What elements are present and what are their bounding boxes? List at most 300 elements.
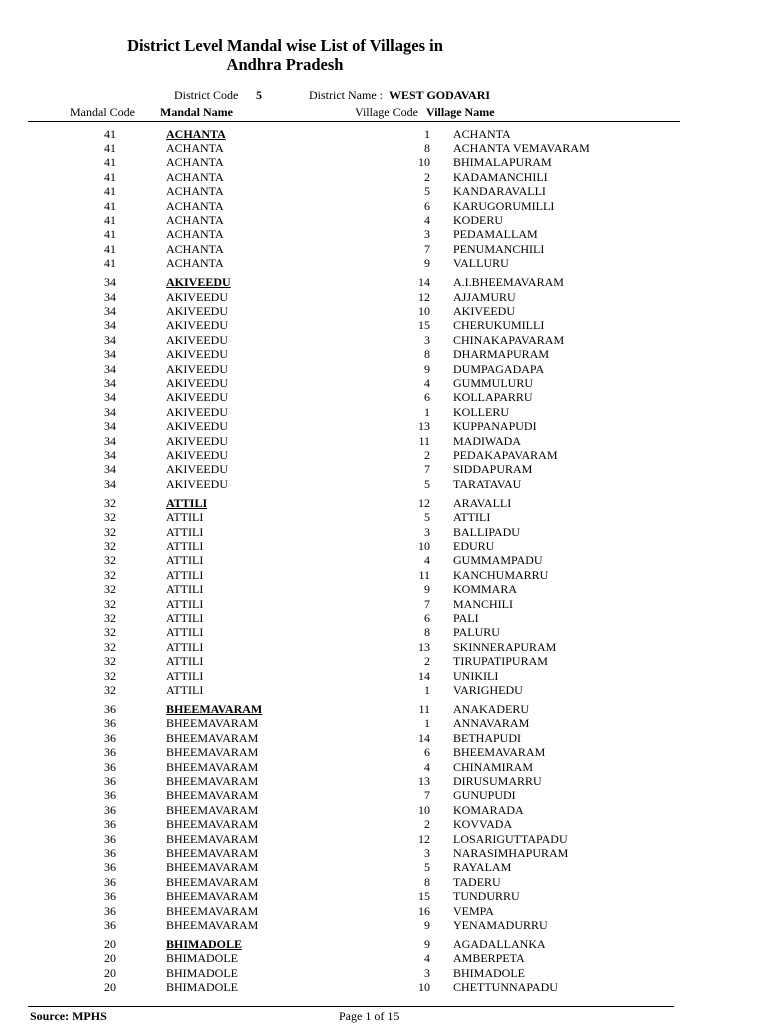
mandal-name-cell: AKIVEEDU	[166, 375, 228, 390]
village-name-cell: ACHANTA VEMAVARAM	[453, 140, 590, 155]
mandal-name-cell: ACHANTA	[166, 184, 224, 199]
mandal-code-cell: 41	[104, 198, 116, 213]
village-name-cell: AJJAMURU	[453, 289, 516, 304]
table-row	[0, 477, 768, 491]
table-row	[0, 290, 768, 304]
village-name-cell: MADIWADA	[453, 433, 521, 448]
mandal-code-cell: 36	[104, 701, 116, 716]
mandal-name-cell: ATTILI	[166, 510, 204, 525]
mandal-code-cell: 32	[104, 682, 116, 697]
mandal-name-cell: ATTILI	[166, 668, 204, 683]
mandal-name-cell: BHEEMAVARAM	[166, 773, 259, 788]
village-name-cell: TADERU	[453, 874, 501, 889]
village-name-cell: AKIVEEDU	[453, 303, 515, 318]
mandal-code-cell: 41	[104, 169, 116, 184]
village-name-cell: DHARMAPURAM	[453, 347, 550, 362]
table-row	[0, 184, 768, 198]
mandal-name-cell: BHIMADOLE	[166, 951, 238, 966]
table-row	[0, 683, 768, 697]
table-row	[0, 553, 768, 567]
table-row	[0, 462, 768, 476]
mandal-group-heading: ACHANTA	[166, 126, 226, 141]
mandal-name-cell: AKIVEEDU	[166, 404, 228, 419]
mandal-name-cell: BHEEMAVARAM	[166, 889, 259, 904]
village-code-cell: 1	[424, 126, 430, 141]
village-name-cell: SKINNERAPURAM	[453, 639, 557, 654]
mandal-name-cell: ATTILI	[166, 582, 204, 597]
mandal-name-cell: ACHANTA	[166, 212, 224, 227]
table-row	[0, 448, 768, 462]
mandal-code-cell: 34	[104, 318, 116, 333]
village-name-cell: PEDAKAPAVARAM	[453, 447, 558, 462]
village-code-cell: 15	[418, 889, 430, 904]
village-name-cell: YENAMADURRU	[453, 917, 548, 932]
mandal-code-cell: 32	[104, 654, 116, 669]
village-name-cell: DIRUSUMARRU	[453, 773, 542, 788]
village-code-cell: 9	[424, 917, 430, 932]
village-code-cell: 11	[418, 701, 430, 716]
mandal-code-cell: 41	[104, 256, 116, 271]
mandal-name-cell: ACHANTA	[166, 140, 224, 155]
table-row	[0, 434, 768, 448]
mandal-code-cell: 34	[104, 289, 116, 304]
mandal-name-cell: BHEEMAVARAM	[166, 788, 259, 803]
village-name-cell: KANDARAVALLI	[453, 184, 546, 199]
village-name-cell: DUMPAGADAPA	[453, 361, 545, 376]
table-row	[0, 904, 768, 918]
mandal-code-cell: 32	[104, 510, 116, 525]
village-code-cell: 14	[418, 730, 430, 745]
table-row	[0, 275, 768, 289]
mandal-code-cell: 41	[104, 126, 116, 141]
table-row	[0, 774, 768, 788]
mandal-name-cell: BHIMADOLE	[166, 980, 238, 995]
village-name-cell: PEDAMALLAM	[453, 227, 538, 242]
village-name-cell: BETHAPUDI	[453, 730, 521, 745]
village-code-cell: 9	[424, 582, 430, 597]
mandal-code-cell: 34	[104, 347, 116, 362]
table-row	[0, 304, 768, 318]
village-name-cell: LOSARIGUTTAPADU	[453, 831, 568, 846]
village-name-cell: AMBERPETA	[453, 951, 525, 966]
mandal-code-cell: 32	[104, 524, 116, 539]
village-name-cell: ACHANTA	[453, 126, 511, 141]
table-row	[0, 155, 768, 169]
village-code-cell: 6	[424, 610, 430, 625]
mandal-code-cell: 34	[104, 303, 116, 318]
table-row	[0, 788, 768, 802]
village-name-cell: BHEEMAVARAM	[453, 745, 546, 760]
village-name-cell: KOLLAPARRU	[453, 390, 533, 405]
village-code-cell: 3	[424, 332, 430, 347]
table-row	[0, 127, 768, 141]
footer-rule	[28, 1006, 674, 1007]
mandal-name-cell: AKIVEEDU	[166, 476, 228, 491]
mandal-code-cell: 34	[104, 476, 116, 491]
village-code-cell: 8	[424, 874, 430, 889]
mandal-name-cell: BHEEMAVARAM	[166, 759, 259, 774]
column-header-mandal-name: Mandal Name	[160, 105, 233, 119]
table-row	[0, 817, 768, 831]
table-row	[0, 966, 768, 980]
village-code-cell: 2	[424, 447, 430, 462]
mandal-name-cell: ACHANTA	[166, 169, 224, 184]
mandal-name-cell: ATTILI	[166, 596, 204, 611]
district-code-value: 5	[256, 88, 262, 102]
village-name-cell: BALLIPADU	[453, 524, 520, 539]
table-row	[0, 213, 768, 227]
mandal-code-cell: 34	[104, 361, 116, 376]
village-code-cell: 3	[424, 965, 430, 980]
table-row	[0, 597, 768, 611]
village-code-cell: 4	[424, 375, 430, 390]
mandal-code-cell: 32	[104, 639, 116, 654]
village-code-cell: 6	[424, 198, 430, 213]
mandal-group-heading: BHIMADOLE	[166, 936, 243, 951]
mandal-name-cell: AKIVEEDU	[166, 390, 228, 405]
mandal-code-cell: 36	[104, 874, 116, 889]
village-code-cell: 1	[424, 716, 430, 731]
village-code-cell: 14	[418, 275, 430, 290]
mandal-code-cell: 41	[104, 212, 116, 227]
village-code-cell: 5	[424, 510, 430, 525]
mandal-name-cell: ATTILI	[166, 553, 204, 568]
table-row	[0, 875, 768, 889]
village-code-cell: 11	[418, 567, 430, 582]
table-row	[0, 405, 768, 419]
header-rule	[28, 121, 680, 122]
mandal-name-cell: BHEEMAVARAM	[166, 730, 259, 745]
mandal-name-cell: ATTILI	[166, 639, 204, 654]
table-row	[0, 525, 768, 539]
mandal-code-cell: 32	[104, 610, 116, 625]
village-code-cell: 13	[418, 773, 430, 788]
village-name-cell: PENUMANCHILI	[453, 241, 545, 256]
table-row	[0, 390, 768, 404]
district-name-value: WEST GODAVARI	[389, 88, 491, 102]
village-code-cell: 1	[424, 682, 430, 697]
village-code-cell: 7	[424, 462, 430, 477]
village-code-cell: 7	[424, 596, 430, 611]
table-row	[0, 731, 768, 745]
mandal-name-cell: AKIVEEDU	[166, 303, 228, 318]
village-name-cell: RAYALAM	[453, 860, 512, 875]
village-name-cell: SIDDAPURAM	[453, 462, 533, 477]
table-row	[0, 745, 768, 759]
village-code-cell: 5	[424, 184, 430, 199]
mandal-code-cell: 34	[104, 419, 116, 434]
footer-page-number: Page 1 of 15	[339, 1009, 400, 1023]
village-code-cell: 4	[424, 759, 430, 774]
village-code-cell: 15	[418, 318, 430, 333]
village-code-cell: 5	[424, 860, 430, 875]
village-name-cell: TIRUPATIPURAM	[453, 654, 548, 669]
mandal-name-cell: BHEEMAVARAM	[166, 745, 259, 760]
table-row	[0, 510, 768, 524]
mandal-code-cell: 34	[104, 462, 116, 477]
table-row	[0, 669, 768, 683]
mandal-code-cell: 20	[104, 936, 116, 951]
column-header-mandal-code: Mandal Code	[70, 105, 135, 119]
mandal-name-cell: BHEEMAVARAM	[166, 917, 259, 932]
table-row	[0, 937, 768, 951]
mandal-name-cell: ATTILI	[166, 625, 204, 640]
district-name-label: District Name :	[309, 88, 383, 102]
mandal-name-cell: ACHANTA	[166, 227, 224, 242]
village-code-cell: 2	[424, 169, 430, 184]
village-name-cell: GUMMAMPADU	[453, 553, 543, 568]
village-name-cell: TUNDURRU	[453, 889, 520, 904]
mandal-code-cell: 32	[104, 495, 116, 510]
village-code-cell: 2	[424, 654, 430, 669]
table-row	[0, 654, 768, 668]
table-row	[0, 889, 768, 903]
mandal-name-cell: ATTILI	[166, 538, 204, 553]
village-code-cell: 3	[424, 845, 430, 860]
village-code-cell: 3	[424, 524, 430, 539]
mandal-code-cell: 34	[104, 433, 116, 448]
mandal-code-cell: 36	[104, 831, 116, 846]
table-row	[0, 419, 768, 433]
mandal-code-cell: 34	[104, 375, 116, 390]
village-name-cell: VALLURU	[453, 256, 509, 271]
village-name-cell: CHINAMIRAM	[453, 759, 534, 774]
mandal-name-cell: AKIVEEDU	[166, 433, 228, 448]
mandal-name-cell: AKIVEEDU	[166, 361, 228, 376]
mandal-group-heading: AKIVEEDU	[166, 275, 231, 290]
village-name-cell: KADAMANCHILI	[453, 169, 548, 184]
table-row	[0, 141, 768, 155]
mandal-code-cell: 32	[104, 538, 116, 553]
village-name-cell: EDURU	[453, 538, 495, 553]
mandal-code-cell: 36	[104, 716, 116, 731]
table-row	[0, 539, 768, 553]
mandal-name-cell: AKIVEEDU	[166, 462, 228, 477]
village-name-cell: KOMARADA	[453, 802, 524, 817]
document-title-line-2: Andhra Pradesh	[226, 55, 344, 74]
mandal-code-cell: 32	[104, 668, 116, 683]
table-row	[0, 582, 768, 596]
mandal-name-cell: ACHANTA	[166, 241, 224, 256]
mandal-name-cell: BHEEMAVARAM	[166, 860, 259, 875]
mandal-name-cell: ATTILI	[166, 524, 204, 539]
table-row	[0, 625, 768, 639]
village-name-cell: UNIKILI	[453, 668, 499, 683]
district-code-label: District Code	[174, 88, 239, 102]
mandal-code-cell: 36	[104, 730, 116, 745]
village-name-cell: MANCHILI	[453, 596, 513, 611]
mandal-name-cell: ATTILI	[166, 567, 204, 582]
table-row	[0, 832, 768, 846]
mandal-code-cell: 34	[104, 275, 116, 290]
village-name-cell: ANAKADERU	[453, 701, 529, 716]
village-code-cell: 6	[424, 745, 430, 760]
table-row	[0, 256, 768, 270]
village-code-cell: 10	[418, 802, 430, 817]
village-name-cell: KUPPANAPUDI	[453, 419, 537, 434]
mandal-code-cell: 36	[104, 745, 116, 760]
footer-source: Source: MPHS	[30, 1009, 107, 1023]
village-code-cell: 14	[418, 668, 430, 683]
table-row	[0, 333, 768, 347]
mandal-name-cell: ATTILI	[166, 610, 204, 625]
mandal-code-cell: 32	[104, 553, 116, 568]
mandal-code-cell: 41	[104, 184, 116, 199]
mandal-code-cell: 36	[104, 860, 116, 875]
village-code-cell: 4	[424, 553, 430, 568]
table-row	[0, 803, 768, 817]
village-code-cell: 12	[418, 831, 430, 846]
mandal-code-cell: 41	[104, 227, 116, 242]
village-name-cell: CHINAKAPAVARAM	[453, 332, 565, 347]
mandal-name-cell: BHEEMAVARAM	[166, 845, 259, 860]
table-row	[0, 568, 768, 582]
village-code-cell: 16	[418, 903, 430, 918]
mandal-code-cell: 36	[104, 773, 116, 788]
table-row	[0, 611, 768, 625]
mandal-name-cell: ACHANTA	[166, 256, 224, 271]
mandal-name-cell: BHEEMAVARAM	[166, 802, 259, 817]
table-row	[0, 716, 768, 730]
village-name-cell: CHETTUNNAPADU	[453, 980, 558, 995]
village-name-cell: AGADALLANKA	[453, 936, 546, 951]
table-row	[0, 376, 768, 390]
village-code-cell: 10	[418, 980, 430, 995]
mandal-code-cell: 20	[104, 965, 116, 980]
mandal-code-cell: 32	[104, 582, 116, 597]
village-name-cell: A.I.BHEEMAVARAM	[453, 275, 564, 290]
table-row	[0, 980, 768, 994]
mandal-code-cell: 36	[104, 889, 116, 904]
mandal-code-cell: 36	[104, 759, 116, 774]
mandal-code-cell: 36	[104, 903, 116, 918]
mandal-group-heading: BHEEMAVARAM	[166, 701, 263, 716]
mandal-name-cell: AKIVEEDU	[166, 332, 228, 347]
village-code-cell: 1	[424, 404, 430, 419]
village-name-cell: KODERU	[453, 212, 503, 227]
table-row	[0, 362, 768, 376]
village-code-cell: 10	[418, 155, 430, 170]
mandal-name-cell: AKIVEEDU	[166, 419, 228, 434]
column-header-village-name: Village Name	[426, 105, 495, 119]
village-code-cell: 13	[418, 419, 430, 434]
mandal-name-cell: AKIVEEDU	[166, 447, 228, 462]
village-name-cell: GUNUPUDI	[453, 788, 516, 803]
table-row	[0, 242, 768, 256]
village-name-cell: BHIMALAPURAM	[453, 155, 552, 170]
village-name-cell: PALURU	[453, 625, 500, 640]
mandal-name-cell: BHEEMAVARAM	[166, 874, 259, 889]
village-code-cell: 7	[424, 241, 430, 256]
mandal-code-cell: 36	[104, 845, 116, 860]
mandal-name-cell: AKIVEEDU	[166, 289, 228, 304]
village-code-cell: 5	[424, 476, 430, 491]
mandal-name-cell: AKIVEEDU	[166, 347, 228, 362]
table-row	[0, 702, 768, 716]
mandal-name-cell: BHEEMAVARAM	[166, 831, 259, 846]
village-code-cell: 12	[418, 289, 430, 304]
village-name-cell: ATTILI	[453, 510, 491, 525]
village-name-cell: ANNAVARAM	[453, 716, 530, 731]
village-code-cell: 9	[424, 256, 430, 271]
village-name-cell: KOMMARA	[453, 582, 518, 597]
village-code-cell: 10	[418, 538, 430, 553]
village-code-cell: 10	[418, 303, 430, 318]
mandal-name-cell: BHEEMAVARAM	[166, 903, 259, 918]
mandal-code-cell: 36	[104, 788, 116, 803]
mandal-name-cell: AKIVEEDU	[166, 318, 228, 333]
village-name-cell: BHIMADOLE	[453, 965, 525, 980]
table-row	[0, 318, 768, 332]
village-code-cell: 11	[418, 433, 430, 448]
village-code-cell: 4	[424, 212, 430, 227]
village-code-cell: 6	[424, 390, 430, 405]
mandal-code-cell: 32	[104, 567, 116, 582]
mandal-code-cell: 41	[104, 155, 116, 170]
village-code-cell: 7	[424, 788, 430, 803]
village-name-cell: TARATAVAU	[453, 476, 522, 491]
table-row	[0, 951, 768, 965]
mandal-name-cell: BHIMADOLE	[166, 965, 238, 980]
village-name-cell: KARUGORUMILLI	[453, 198, 555, 213]
mandal-code-cell: 34	[104, 404, 116, 419]
village-name-cell: NARASIMHAPURAM	[453, 845, 569, 860]
table-row	[0, 846, 768, 860]
mandal-name-cell: BHEEMAVARAM	[166, 716, 259, 731]
mandal-code-cell: 41	[104, 241, 116, 256]
mandal-code-cell: 20	[104, 980, 116, 995]
village-code-cell: 9	[424, 361, 430, 376]
mandal-code-cell: 20	[104, 951, 116, 966]
village-code-cell: 3	[424, 227, 430, 242]
village-code-cell: 8	[424, 347, 430, 362]
mandal-name-cell: ATTILI	[166, 654, 204, 669]
village-name-cell: KOLLERU	[453, 404, 509, 419]
mandal-code-cell: 36	[104, 817, 116, 832]
village-code-cell: 4	[424, 951, 430, 966]
mandal-code-cell: 36	[104, 917, 116, 932]
village-name-cell: KOVVADA	[453, 817, 513, 832]
village-name-cell: GUMMULURU	[453, 375, 534, 390]
village-name-cell: CHERUKUMILLI	[453, 318, 545, 333]
village-name-cell: ARAVALLI	[453, 495, 512, 510]
village-name-cell: VEMPA	[453, 903, 494, 918]
table-row	[0, 199, 768, 213]
mandal-name-cell: ACHANTA	[166, 198, 224, 213]
village-name-cell: VARIGHEDU	[453, 682, 523, 697]
table-row	[0, 170, 768, 184]
mandal-code-cell: 41	[104, 140, 116, 155]
village-code-cell: 8	[424, 140, 430, 155]
table-row	[0, 918, 768, 932]
column-header-village-code: Village Code	[355, 105, 418, 119]
mandal-code-cell: 34	[104, 332, 116, 347]
village-name-cell: PALI	[453, 610, 479, 625]
table-row	[0, 227, 768, 241]
mandal-name-cell: BHEEMAVARAM	[166, 817, 259, 832]
mandal-name-cell: ACHANTA	[166, 155, 224, 170]
table-row	[0, 640, 768, 654]
mandal-group-heading: ATTILI	[166, 495, 208, 510]
table-row	[0, 347, 768, 361]
table-row	[0, 496, 768, 510]
mandal-code-cell: 34	[104, 447, 116, 462]
mandal-code-cell: 32	[104, 596, 116, 611]
village-name-cell: KANCHUMARRU	[453, 567, 549, 582]
mandal-code-cell: 36	[104, 802, 116, 817]
mandal-code-cell: 32	[104, 625, 116, 640]
table-row	[0, 860, 768, 874]
